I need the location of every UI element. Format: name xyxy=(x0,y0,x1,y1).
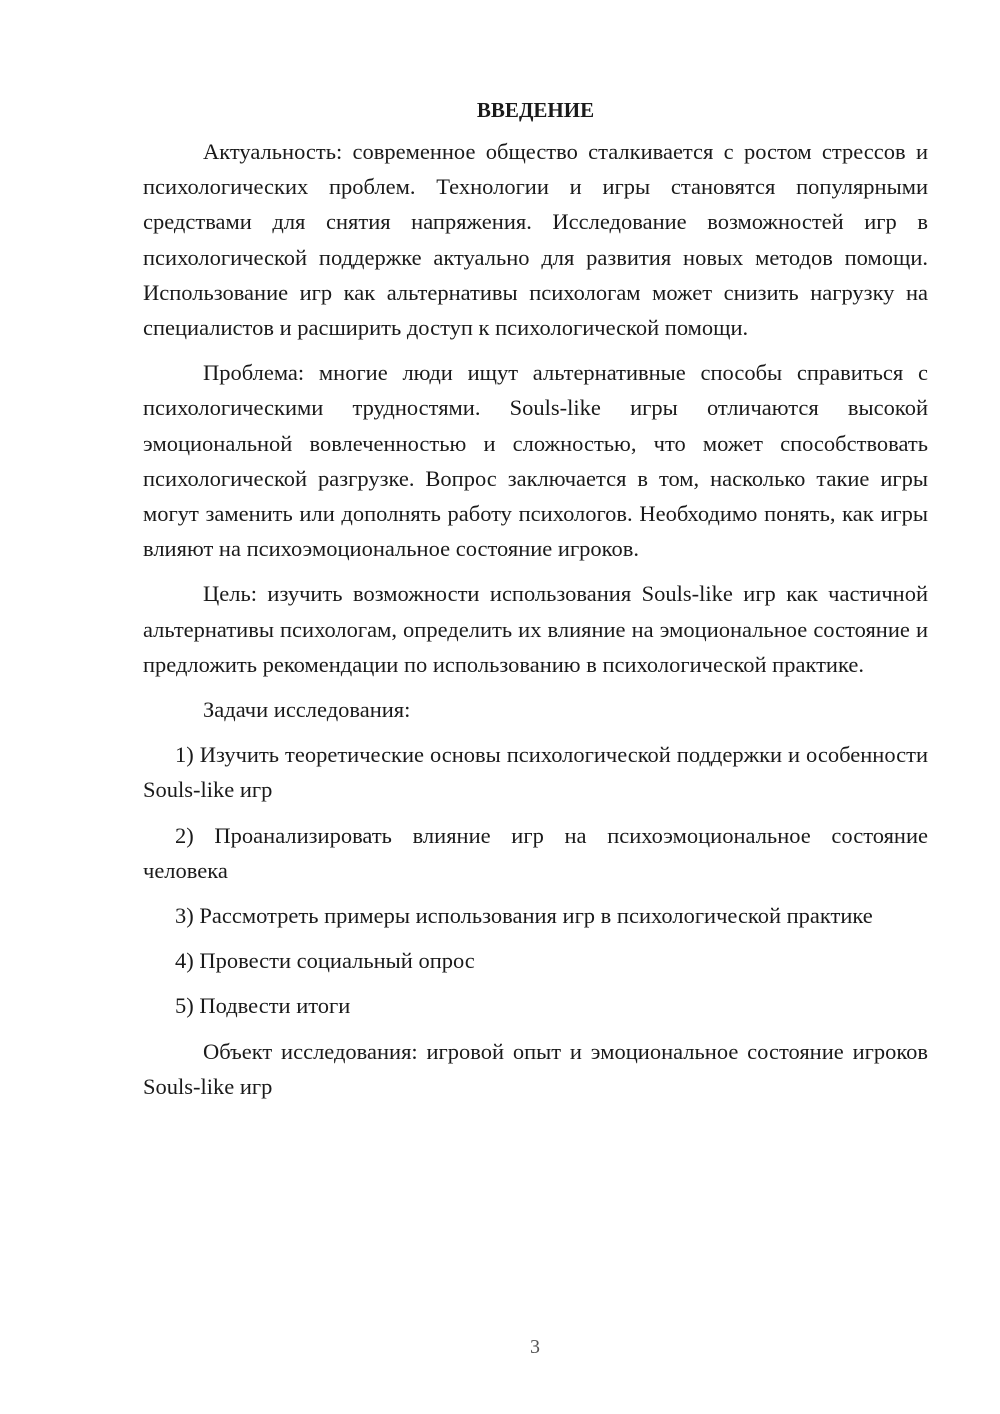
paragraph-relevance: Актуальность: современное общество сталкивается с ростом стрессов и психологических проблем. Технологии и игры становятся популярными средствами для снятия напряжения. Исследование возможностей игр в психологической поддержке актуально для развития новых методов помощи. Использование игр как альтернативы психологам может снизить нагрузку на специалистов и расширить доступ к психологической помощи. xyxy=(143,139,928,341)
task-item: 5) Подвести итоги xyxy=(175,993,351,1019)
task-item: 3) Рассмотреть примеры использования игр в психологической практике xyxy=(175,903,873,929)
page-content xyxy=(143,92,928,1114)
task-item: 2) Проанализировать влияние игр на психоэмоциональное состояние человека xyxy=(143,822,928,883)
page-number: 3 xyxy=(530,1336,540,1358)
paragraph-problem: Проблема: многие люди ищут альтернативные способы справиться с психологическими трудностями. Souls-like игры отличаются высокой эмоциональной вовлеченностью и сложностью, что может способствовать психологической разгрузке. Вопрос заключается в том, насколько такие игры могут заменить или дополнять работу психологов. Необходимо понять, как игры влияют на психоэмоциональное состояние игроков. xyxy=(143,360,928,562)
tasks-list xyxy=(143,737,928,1023)
tasks-heading: Задачи исследования: xyxy=(203,697,411,723)
paragraph-goal: Цель: изучить возможности использования Souls-like игр как частичной альтернативы психологам, определить их влияние на эмоциональное состояние и предложить рекомендации по использованию в психологической практике. xyxy=(143,581,928,677)
paragraph-object: Объект исследования: игровой опыт и эмоциональное состояние игроков Souls-like игр xyxy=(143,1038,928,1099)
task-item: 4) Провести социальный опрос xyxy=(175,948,475,974)
page-title: ВВЕДЕНИЕ xyxy=(476,98,595,122)
task-item: 1) Изучить теоретические основы психологической поддержки и особенности Souls-like игр xyxy=(143,742,928,803)
